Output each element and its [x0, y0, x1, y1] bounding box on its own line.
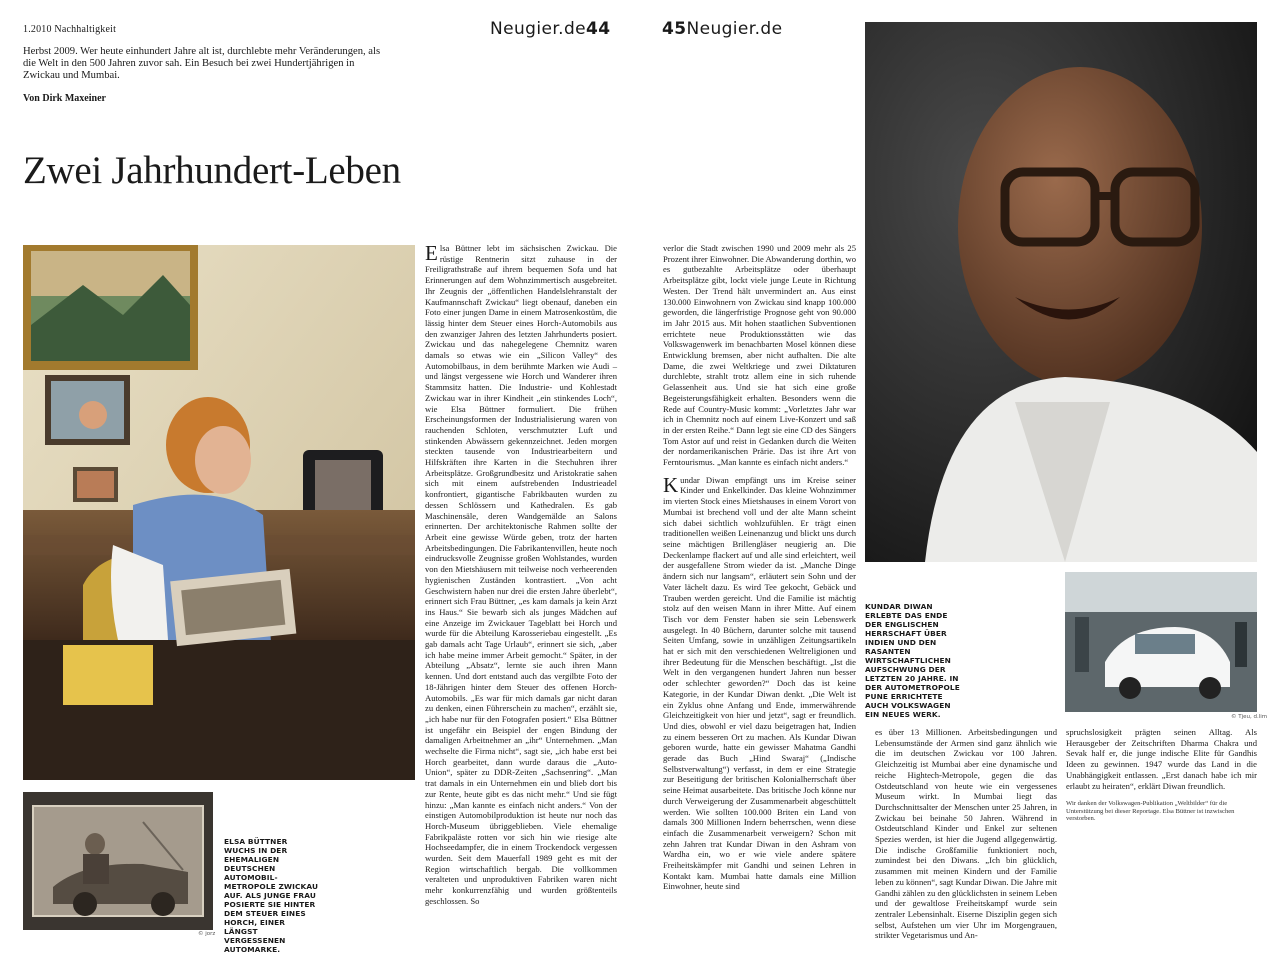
photo-credit-car: © Tjeu, d.lim: [1231, 714, 1268, 720]
acknowledgement-note: Wir danken der Volkswagen-Publikation „Weltbilder“ für die Unterstützung bei dieser Reportage. Elsa Büttner ist inzwischen verstorben.: [1066, 800, 1235, 823]
kundar-portrait-illustration: [865, 22, 1257, 562]
column-3-text: es über 13 Millionen. Arbeitsbedingungen und Lebensumstände der Armen sind ganz ähnlich wie die im deutschen Zwickau vor 100 Jahren. Gleichzeitig ist Mumbai aber eine dynamische und reiche Hightech-Metropole, gegen die das Ostdeutschland von heute wie ein vergessenes Museum wirkt. In Mumbai liegt das Durchschnittsalter der Menschen unter 25 Jahren, in Zwickau bei beinahe 50 Jahren. Während in Ostdeutschland Kinder und Enkel zur seltenen Spezies werden, ist hier die Jugend allgegenwärtig. Die indische Großfamilie funktioniert noch, zumindest bei den Diwans. „Ich bin glücklich, zusammen mit meinen Kindern und der Familie leben zu können“, sagt Kundar Diwan. Die Jahre mit Gandhi zählen zu den glücklichsten in seinem Leben und der gewaltlose Freiheitskampf wurde sein zentraler Lebensinhalt. Eiserne Disziplin gegen sich selbst, Aufstehen um vier Uhr im Morgengrauen, strikter Vegetarismus und An-: [875, 727, 1057, 941]
article-title: Zwei Jahrhundert-Leben: [23, 149, 401, 192]
photo-kundar-diwan: [865, 22, 1257, 562]
article-column-1: [425, 243, 617, 933]
logo-text: Neugier.de: [686, 19, 783, 39]
issue-label: 1.2010 Nachhaltigkeit: [23, 24, 117, 35]
byline: Von Dirk Maxeiner: [23, 93, 106, 104]
caption-elsa: ELSA BÜTTNER WUCHS IN DER EHEMALIGEN DEUTSCHEN AUTOMOBIL-METROPOLE ZWICKAU AUF. ALS JUNGE FRAU POSIERTE SIE HINTER DEM STEUER EINES HORCH, EINER LÄNGST VERGESSENEN AUTOMARKE.: [224, 837, 319, 954]
page-number-left: 44: [586, 19, 611, 39]
dropcap-e: E: [425, 241, 438, 265]
caption-kundar: KUNDAR DIWAN ERLEBTE DAS ENDE DER ENGLISCHEN HERRSCHAFT ÜBER INDIEN UND DEN RASANTEN WIRTSCHAFTLICHEN AUFSCHWUNG DER LETZTEN 20 JAHRE. IN DER AUTOMETROPOLE PUNE ERRICHTETE AUCH VOLKSWAGEN EIN NEUES WERK.: [865, 602, 960, 719]
article-column-2: [663, 243, 856, 933]
car-factory-illustration: [1065, 572, 1257, 712]
column-2-paragraph-a: verlor die Stadt zwischen 1990 und 2009 mehr als 25 Prozent ihrer Einwohner. Die Abwanderung dorthin, wo es gutbezahlte Arbeitsplätze oder überhaupt Arbeitsplätze gibt, lockt viele junge Leute in Richtung Westen. Der Trend hält unvermindert an. Aus einst 130.000 Einwohnern von Zwickau sind knapp 100.000 geworden, die längerfristige Prognose geht von 90.000 im Jahr 2015 aus. Mit hohen staatlichen Subventionen errichtete neue Produktionsstätten wie das Volkswagenwerk im benachbarten Mosel können diese Entwicklung bremsen, aber nicht aufhalten. Die alte Dame, die zwei Weltkriege und zwei Diktaturen durchlebte, strahlt trotz allem eine in sich ruhende Gelassenheit aus. Und sie hat sich eine große Begeisterungsfähigkeit erhalten. Besonders wenn die Rede auf Country-Music kommt: „Vorletztes Jahr war ich in Chemnitz noch auf einem Live-Konzert und saß in der ersten Reihe.“ Dann legt sie eine CD des Sängers Tom Astor auf und reist in Gedanken durch die Weiten der nordamerikanischen Prärie. Das ist ihre Art von Ferntourismus. „Man kannte es einfach nicht anders.“: [663, 243, 856, 468]
article-column-3: [875, 727, 1057, 941]
logo-text: Neugier.de: [490, 19, 587, 39]
column-1-text: lsa Büttner lebt im sächsischen Zwickau. Die rüstige Rentnerin sitzt zuhause in der Freiligrathstraße auf ihrem bequemen Sofa und hat Erinnerungen auf dem Wohnzimmertisch ausgebreitet. Ihr Zeugnis der „öffentlichen Handelslehranstalt der Kaufmannschaft Zwickau“ liegt obenauf, daneben ein Foto einer jungen Dame in einem Matrosenkostüm, die lässig hinter dem Steuer eines Horch-Automobils aus den zwanziger Jahren des letzten Jahrhunderts posiert. Zwickau und das nahegelegene Chemnitz waren damals so etwas wie ein „Silicon Valley“ des Automobilbaus, in dem berühmte Marken wie Audi – und längst vergessene wie Horch und Wanderer ihren Stammsitz hatten. Die Industrie- und Kohlestadt Zwickau war in ihrer Kindheit „ein stinkendes Loch“, wie Elsa Büttner formuliert. Die frühen Erscheinungsformen der Industrialisierung waren von rauchenden Schloten, verschmutzter Luft und stinkenden Abwässern gekennzeichnet. Jeden morgen steckten tausende von Industriearbeitern und Hilfskräften ihre Karten in die Stechuhren ihrer Arbeitsplätze. Großgrundbesitz und Aristokratie sahen sich mit einem aufstrebenden Industrieadel konfrontiert, gigantische Fabrikbauten wurden zu dessen Schlössern und Kathedralen. Es gab Maschinensäle, deren Wandgemälde an Salons erinnerten. Der architektonische Rahmen sollte der Arbeit eine gewisse Würde geben, trotz der harten Arbeitsbedingungen. Die Fabrikantenvillen, heute noch eindrucksvolle Zeugnisse großen Wohlstandes, wurden von den Mietshäusern mit teilweise noch verheerenden hygienischen Zuständen kontrastiert. „Von acht Geschwistern haben nur drei die ersten Jahre überlebt“, erinnert sich Frau Büttner, „es kam damals ja kein Arzt ins Haus.“ Sie bewarb sich als junges Mädchen auf eine Anzeige im Zwickauer Tageblatt bei Horch und wurde für die Abteilung Karosseriebau eingestellt. „Es gab damals acht Tage Urlaub“, erinnert sie sich, „aber ich habe meine immer Arbeit gemocht.“ Später, in der Abteilung „Absatz“, lernte sie auch ihren Mann kennen. Und dort entstand auch das vergilbte Foto der 18-Jährigen hinter dem Steuer des offenen Horch-Automobils. „Es war für mich damals gar nicht daran zu denken, einen Führerschein zu machen“, erzählt sie, „ich habe nur für den Fotografen posiert.“ Elsa Büttner ist ungefähr ein Beispiel der engen Bindung der damaligen Arbeitnehmer an „ihr“ Unternehmen. „Man wechselte die Firma nicht“, sagt sie, „ich habe erst bei Horch gearbeitet, dann wurde daraus die „Auto-Union“, später zu DDR-Zeiten „Sachsenring“. „Man trat damals in ein Unternehmen ein und blieb dort bis zur Rente, heute gibt es das nicht mehr.“ Und sie fügt hinzu: „Man kannte es einfach nicht anders.“ Von der einstigen Automobilproduktion ist heute nur noch das Horch-Museum übriggeblieben. Viele ehemalige Fabrikpaläste rotten vor sich hin wie riesige alte Hochseedampfer, die in einem Trockendock vergessen wurden. Seit dem Mauerfall 1989 geht es mit der Region wirtschaftlich bergab. Die vollkommen veralteten und unproduktiven Fabriken waren nicht mehr konkurrenzfähig und wurden größtenteils geschlossen. So: [425, 243, 617, 906]
photo-elsa-living-room: [23, 245, 415, 780]
photo-vintage-horch: [23, 792, 213, 930]
dropcap-k: K: [663, 472, 679, 497]
page-number-right: 45: [662, 19, 687, 39]
magazine-logo-right: [662, 19, 782, 39]
column-4-text: spruchslosigkeit prägten seinen Alltag. Als Herausgeber der Zeitschriften Dharma Chakra und Sevak half er, die junge indische Elite für Gandhis Ideen zu gewinnen. 1947 wurde das Land in die Unabhängigkeit entlassen. „Erst danach habe ich mir erlaubt zu heiraten“, erklärt Diwan freundlich.: [1066, 727, 1257, 791]
column-2-paragraph-b: undar Diwan empfängt uns im Kreise seiner Kinder und Enkelkinder. Das kleine Wohnzimmer im vierten Stock eines Mietshauses in einem Vorort von Mumbai ist brechend voll und der alte Mann scheint sich dabei sichtlich wohlzufühlen. Er trägt einen traditionellen weißen Leinenanzug und blickt uns durch seine mächtigen Brillengläser neugierig an. Die Deckenlampe flackert auf und alle sind erleichtert, weil der ausgefallene Strom wieder da ist. „Manche Dinge ändern sich nur langsam“, erläutert sein Sohn und der Vater lächelt dazu. Es wird Tee gekocht, Gebäck und Trauben werden gereicht. Und die Familie ist mächtig stolz auf den weisen Mann in ihrer Mitte. Auf einem Tisch vor dem Fenster haben sie sein Lebenswerk ausgelegt. In 40 Büchern, darunter solche mit tausend Seiten Umfang, sowie in unzähligen Zeitungsartikeln hat er sich mit den verschiedenen Weltreligionen und ihrer Bedeutung für die Menschen beschäftigt. „Ist die Welt in den vergangenen hundert Jahren nun besser oder schlechter geworden?“ Doch das ist keine Kategorie, in der Kundar Diwan denkt. „Die Welt ist ein Zyklus ohne Anfang und Ende, immerwährende Gleichzeitigkeit von hier und jetzt“, sagt er freundlich. Und dies, obwohl er viel dazu beigetragen hat, Indien zu einem besseren Ort zu machen. Als Kundar Diwan geboren wurde, hatte ein gewisser Mahatma Gandhi gerade das Buch „Hind Swaraj“ („Indische Selbstverwaltung“) verfasst, in dem er eine Strategie zur Beseitigung der britischen Kolonialherrschaft über seine Heimat ausarbeitete. Das britische Joch könne nur durch Verweigerung der Zusammenarbeit abgeschüttelt werden. Wie sollten 100.000 Briten ein Land von damals 300 Millionen Indern beherrschen, wenn diese einfach die Zusammenarbeit verweigern? Schon mit zehn Jahren trat Kundar Diwan in den Ashram von Wardha ein, wo er wie viele andere spätere Freiheitskämpfer mit Gandhi und seinen Lehren in Kontakt kam. Mumbai hatte damals eine Million Einwohner, heute sind: [663, 474, 856, 892]
photo-credit-vintage: © jorz: [198, 931, 216, 937]
elsa-portrait-illustration: [23, 245, 415, 780]
vintage-car-illustration: [23, 792, 213, 930]
magazine-logo-left: [490, 19, 610, 39]
article-column-4: [1066, 727, 1257, 797]
lead-text: Herbst 2009. Wer heute einhundert Jahre alt ist, durchlebte mehr Veränderungen, als die Welt in den 500 Jahren zuvor sah. Ein Besuch bei zwei Hundertjährigen in Zwickau und Mumbai.: [23, 46, 381, 82]
photo-vw-factory: [1065, 572, 1257, 712]
